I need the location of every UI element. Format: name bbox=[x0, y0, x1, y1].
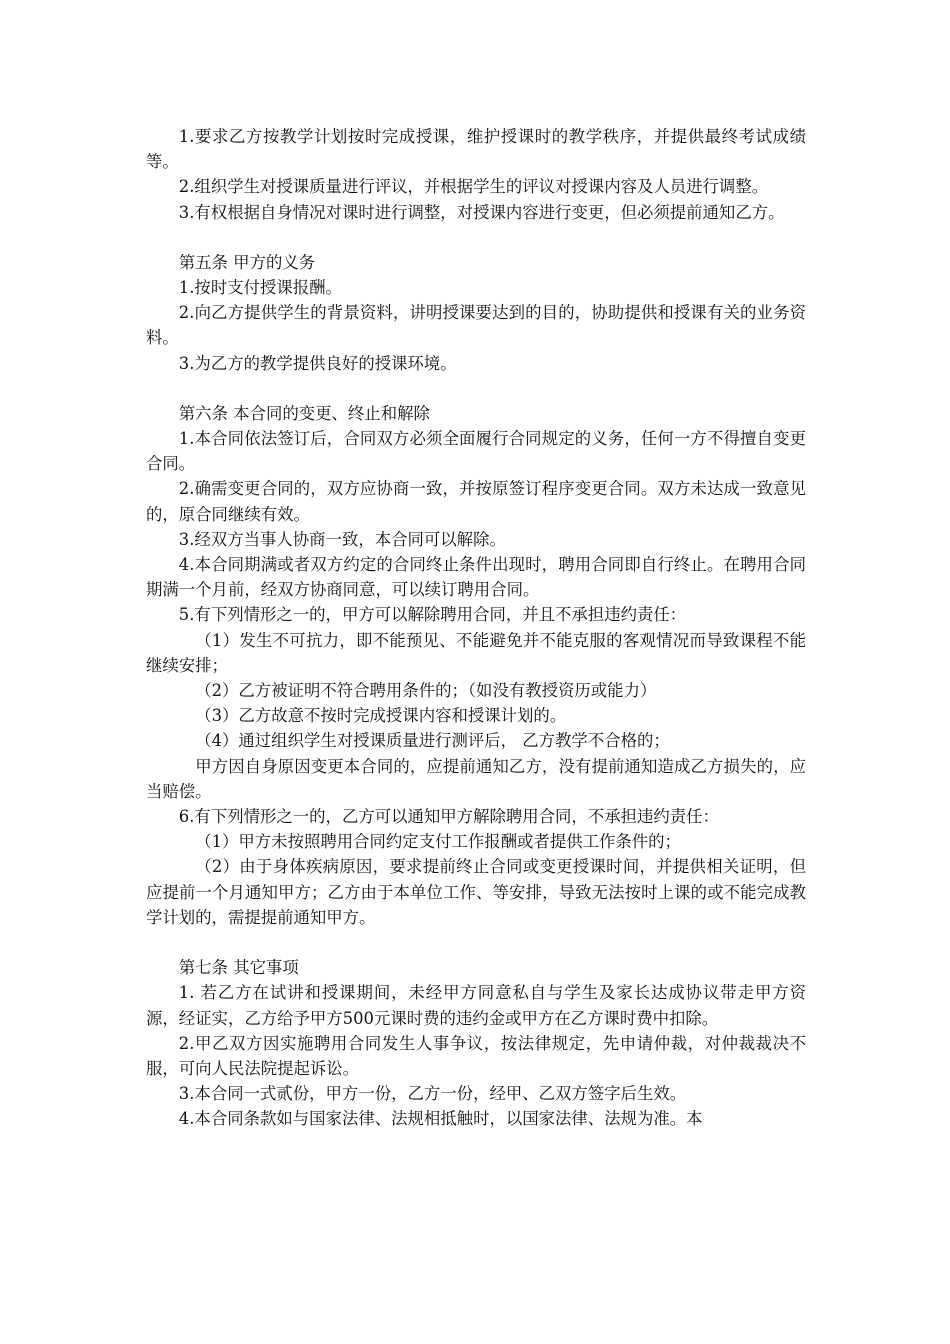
article7-item-3: 3.本合同一式贰份，甲方一份，乙方一份，经甲、乙双方签字后生效。 bbox=[178, 1084, 687, 1104]
article5-item-3: 3.为乙方的教学提供良好的授课环境。 bbox=[178, 353, 457, 373]
article6-item-6: 6.有下列情形之一的，乙方可以通知甲方解除聘用合同，不承担违约责任： bbox=[178, 807, 719, 827]
document-page bbox=[146, 124, 806, 1132]
article7-item-2: 2.甲乙双方因实施聘用合同发生人事争议，按法律规定，先申请仲裁，对仲裁裁决不服，可向人民法院提起诉讼。 bbox=[146, 1033, 806, 1078]
article6-item-2: 2.确需变更合同的，双方应协商一致，并按原签订程序变更合同。双方未达成一致意见的，原合同继续有效。 bbox=[146, 479, 806, 524]
article6-item-5: 5.有下列情形之一的，甲方可以解除聘用合同，并且不承担违约责任： bbox=[178, 605, 687, 625]
rights-item-1: 1.要求乙方按教学计划按时完成授课，维护授课时的教学秩序，并提供最终考试成绩等。 bbox=[146, 127, 806, 172]
article6-item-5-sub-2: （2）乙方被证明不符合聘用条件的；（如没有教授资历或能力） bbox=[195, 681, 657, 701]
article6-item-1: 1.本合同依法签订后，合同双方必须全面履行合同规定的义务，任何一方不得擅自变更合同。 bbox=[146, 429, 806, 474]
article6-title: 第六条 本合同的变更、终止和解除 bbox=[178, 403, 430, 423]
article6-item-5-sub-3: （3）乙方故意不按时完成授课内容和授课计划的。 bbox=[195, 706, 567, 726]
article6-item-4: 4.本合同期满或者双方约定的合同终止条件出现时，聘用合同即自行终止。在聘用合同期满一个月前，经双方协商同意，可以续订聘用合同。 bbox=[146, 555, 806, 600]
article6-item-5-note: 甲方因自身原因变更本合同的，应提前通知乙方，没有提前通知造成乙方损失的，应当赔偿。 bbox=[146, 756, 806, 801]
article6-item-5-sub-4: （4）通过组织学生对授课质量进行测评后， 乙方教学不合格的； bbox=[195, 731, 670, 751]
article6-item-6-sub-1: （1）甲方未按照聘用合同约定支付工作报酬或者提供工作条件的； bbox=[195, 832, 681, 852]
article5-title: 第五条 甲方的义务 bbox=[178, 252, 316, 272]
rights-item-3: 3.有权根据自身情况对课时进行调整，对授课内容进行变更，但必须提前通知乙方。 bbox=[178, 202, 785, 222]
article6-item-3: 3.经双方当事人协商一致，本合同可以解除。 bbox=[178, 529, 506, 549]
article7-title: 第七条 其它事项 bbox=[178, 958, 299, 978]
article5-item-1: 1.按时支付授课报酬。 bbox=[178, 278, 342, 298]
article5-item-2: 2.向乙方提供学生的背景资料，讲明授课要达到的目的，协助提供和授课有关的业务资料。 bbox=[146, 303, 806, 348]
article6-item-6-sub-2: （2）由于身体疾病原因，要求提前终止合同或变更授课时间，并提供相关证明，但应提前一个月通知甲方；乙方由于本单位工作、等安排，导致无法按时上课的或不能完成教学计划的，需提提前通知甲方。 bbox=[146, 857, 806, 927]
article7-item-1: 1. 若乙方在试讲和授课期间，未经甲方同意私自与学生及家长达成协议带走甲方资源，经证实，乙方给予甲方500元课时费的违约金或甲方在乙方课时费中扣除。 bbox=[146, 983, 806, 1028]
article7-item-4: 4.本合同条款如与国家法律、法规相抵触时，以国家法律、法规为准。本 bbox=[178, 1109, 703, 1129]
article6-item-5-sub-1: （1）发生不可抗力，即不能预见、不能避免并不能克服的客观情况而导致课程不能继续安排； bbox=[146, 630, 806, 675]
rights-item-2: 2.组织学生对授课质量进行评议，并根据学生的评议对授课内容及人员进行调整。 bbox=[178, 177, 769, 197]
